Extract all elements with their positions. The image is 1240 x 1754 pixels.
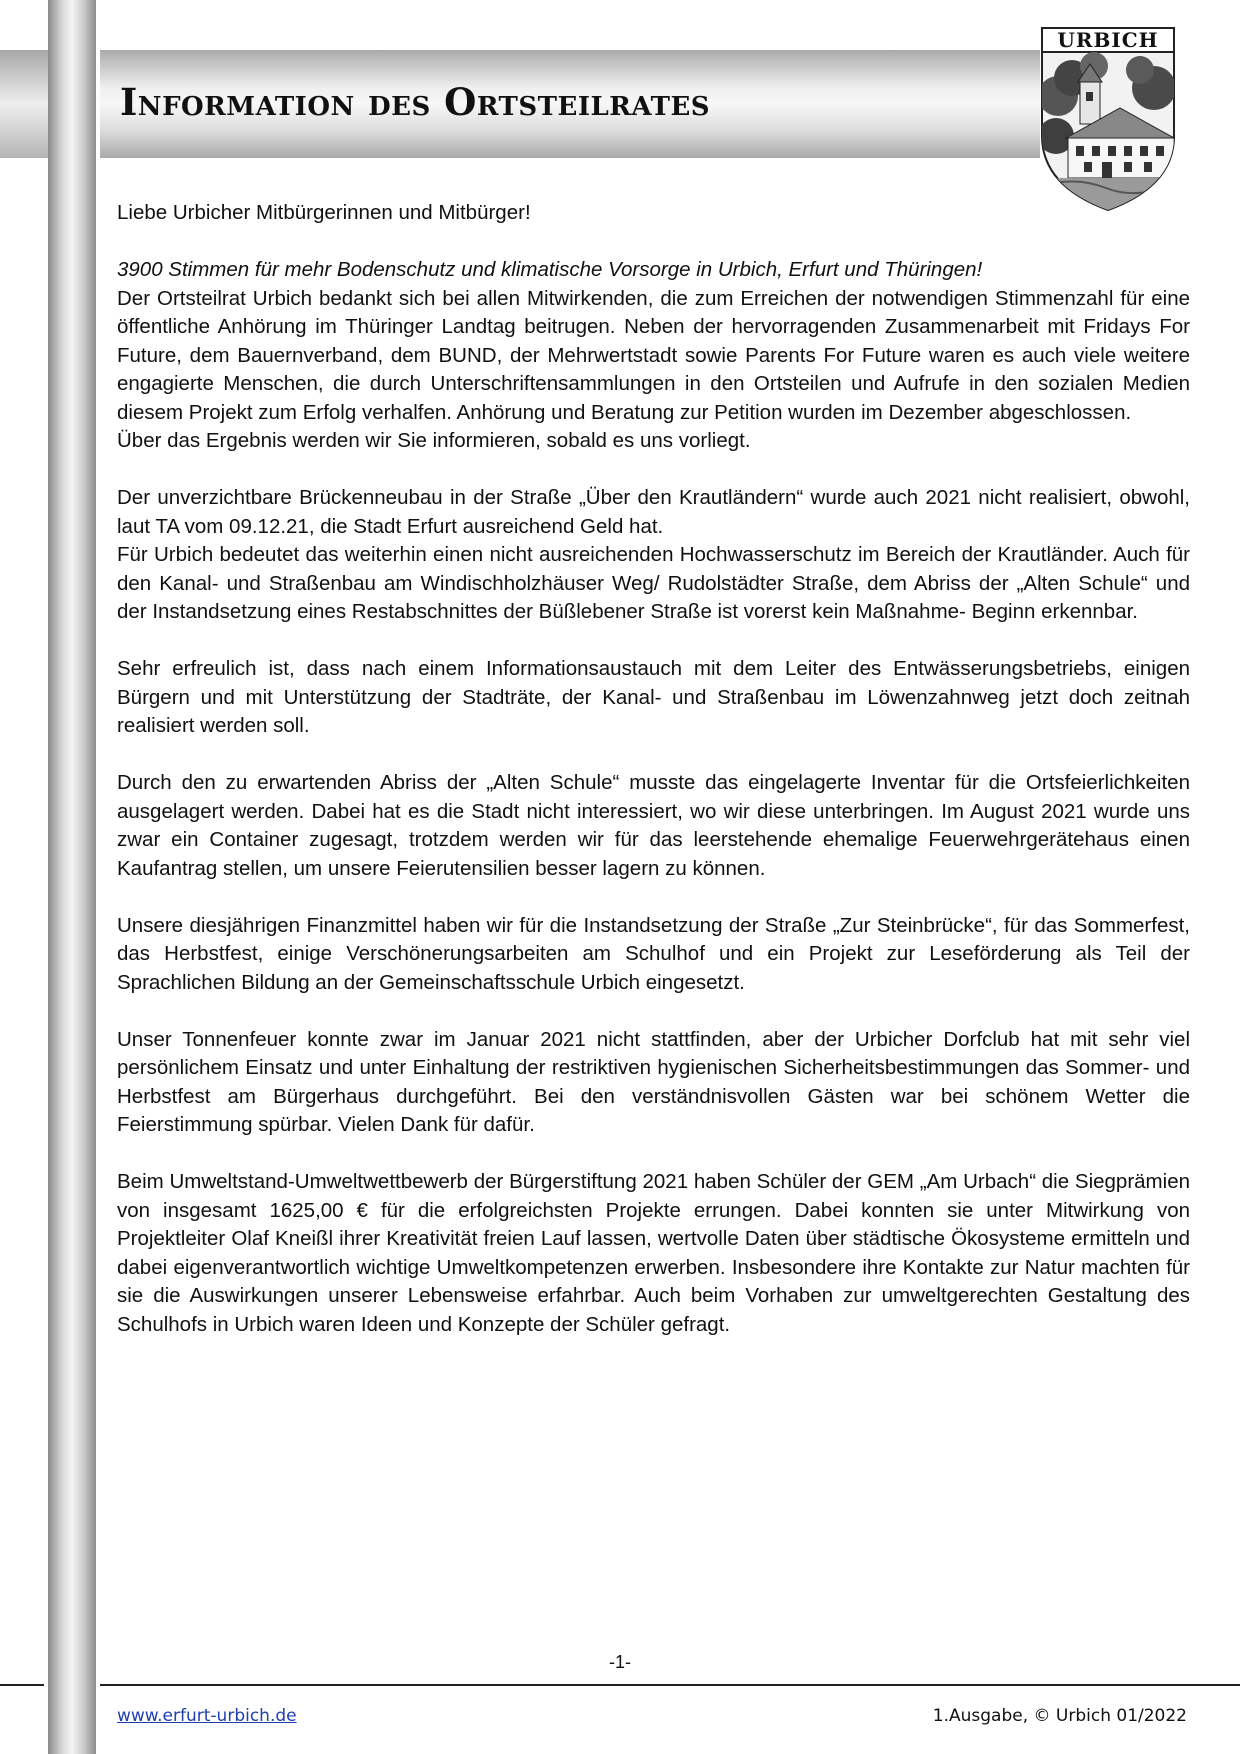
lead-sentence: 3900 Stimmen für mehr Bodenschutz und klimatische Vorsorge in Urbich, Erfurt und Thüringen! [117,258,983,281]
paragraph-bridge [117,484,1190,627]
paragraph-flood-protection: Für Urbich bedeutet das weiterhin einen nicht ausreichenden Hochwasserschutz im Bereich der Krautländer. Auch für den Kanal- und Straßenbau am Windischholzhäuser Weg/ Rudolstädter Straße, dem Abriss der „Alten Schule“ und der Instandsetzung eines Restabschnittes der Büßlebener Straße ist vorerst kein Maßnahme- Beginn erkennbar. [117,543,1190,623]
paragraph-petition [117,256,1190,456]
paragraph-festivals: Unser Tonnenfeuer konnte zwar im Januar 2021 nicht stattfinden, aber der Urbicher Dorfclub hat mit sehr viel persönlichem Einsatz und unter Einhaltung der restriktiven hygienischen Sicherheitsbestimmungen das Sommer- und Herbstfest am Bürgerhaus durchgeführt. Bei den verständnisvollen Gästen war bei schönem Wetter die Feierstimmung spürbar. Vielen Dank für dafür. [117,1027,1190,1136]
left-decorative-bar [48,0,96,1754]
edition-note: 1.Ausgabe, © Urbich 01/2022 [932,1706,1187,1726]
paragraph-sewer: Sehr erfreulich ist, dass nach einem Informationsaustauch mit dem Leiter des Entwässerungsbetriebs, einigen Bürgern und mit Unterstützung der Stadträte, der Kanal- und Straßenbau im Löwenzahnweg jetzt doch zeitnah realisiert werden soll. [117,657,1190,737]
paragraph-petition-result: Über das Ergebnis werden wir Sie informieren, sobald es uns vorliegt. [117,429,751,452]
greeting: Liebe Urbicher Mitbürgerinnen und Mitbürger! [117,201,531,224]
crest-label: URBICH [1057,28,1159,52]
paragraph-finances: Unsere diesjährigen Finanzmittel haben wir für die Instandsetzung der Straße „Zur Steinbrücke“, für das Sommerfest, das Herbstfest, einige Verschönerungsarbeiten am Schulhof und ein Projekt zur Leseförderung als Teil der Sprachlichen Bildung an der Gemeinschaftsschule Urbich eingesetzt. [117,913,1190,994]
urbich-crest-logo [1036,26,1180,212]
header-banner [100,50,1040,158]
crest-shield-icon [1036,26,1180,212]
article-body [117,199,1190,1368]
page-title: Information des Ortsteilrates [120,80,711,124]
page-number: -1- [609,1652,631,1672]
website-link[interactable]: www.erfurt-urbich.de [117,1706,297,1726]
paragraph-petition-text: Der Ortsteilrat Urbich bedankt sich bei allen Mitwirkenden, die zum Erreichen der notwendigen Stimmenzahl für eine öffentliche Anhörung im Thüringer Landtag beitrugen. Neben der hervorragenden Zusammenarbeit mit Fridays For Future, dem Bauernverband, dem BUND, der Mehrwertstadt sowie Parents For Future waren es auch viele weitere engagierte Menschen, die durch Unterschriftensammlungen in den Ortsteilen und Aufrufe in den sozialen Medien diesem Projekt zum Erfolg verhalfen. Anhörung und Beratung zur Petition wurden im Dezember abgeschlossen. [117,286,1190,424]
paragraph-environment: Beim Umweltstand-Umweltwettbewerb der Bürgerstiftung 2021 haben Schüler der GEM „Am Urbach“ die Siegprämien von insgesamt 1625,00 € für die erfolgreichsten Projekte errungen. Dabei konnten sie unter Mitwirkung von Projektleiter Olaf Kneißl ihrer Kreativität freien Lauf lassen, wertvolle Daten über städtische Ökosysteme ermitteln und dabei eigenverantwortlich wichtige Umweltkompetenzen erwerben. Insbesondere ihre Kontakte zur Natur machten für sie die Auswirkungen unserer Lebensweise erfahrbar. Auch beim Vorhaben zur umweltgerechten Gestaltung des Schulhofs in Urbich waren Ideen und Konzepte der Schüler gefragt. [117,1170,1190,1336]
paragraph-bridge-text: Der unverzichtbare Brückenneubau in der Straße „Über den Krautländern“ wurde auch 2021 nicht realisiert, obwohl, laut TA vom 09.12.21, die Stadt Erfurt ausreichend Geld hat. [117,486,1190,538]
paragraph-old-school: Durch den zu erwartenden Abriss der „Alten Schule“ musste das eingelagerte Inventar für die Ortsfeierlichkeiten ausgelagert werden. Dabei hat es die Stadt nicht interessiert, wo wir diese unterbringen. Im August 2021 wurde uns zwar ein Container zugesagt, trotzdem werden wir für das leerstehende ehemalige Feuerwehrgerätehaus einen Kaufantrag stellen, um unsere Feierutensilien besser lagern zu können. [117,771,1190,880]
footer-divider [100,1684,1240,1686]
header-left-stub [0,50,48,158]
footer-divider-left [0,1684,44,1686]
